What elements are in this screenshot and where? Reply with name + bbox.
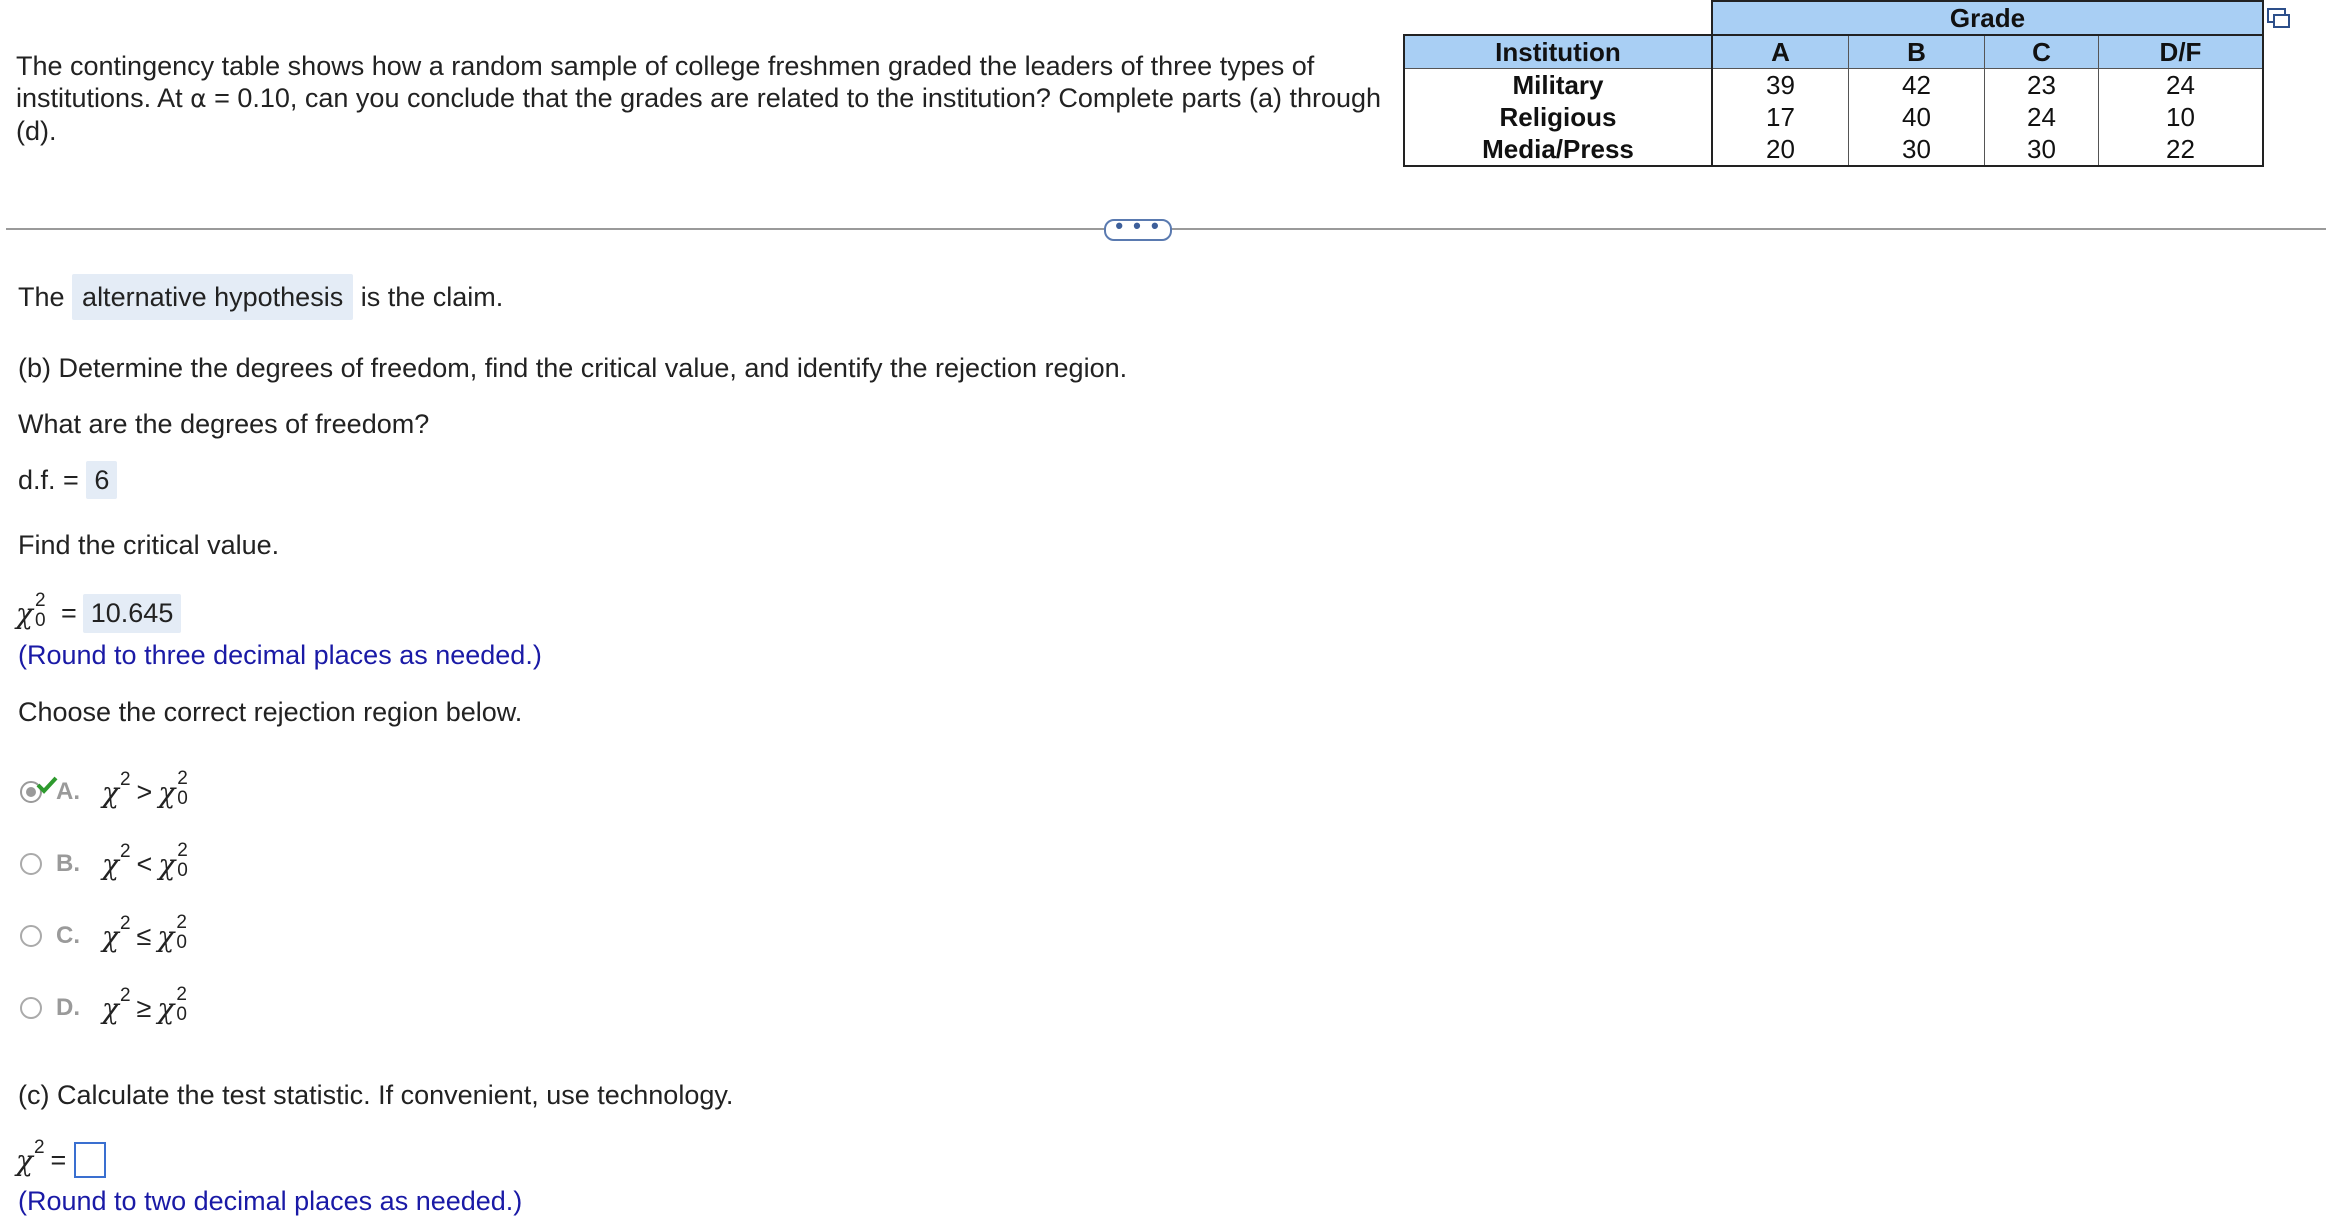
row-institution-military: Military bbox=[1404, 69, 1712, 102]
row-institution-media-press: Media/Press bbox=[1404, 133, 1712, 166]
equals-sign: = bbox=[60, 598, 77, 628]
choice-a[interactable] bbox=[20, 768, 197, 812]
superscript-two: 2 bbox=[34, 589, 46, 611]
choice-letter: D. bbox=[56, 994, 80, 1021]
chi-symbol: χ bbox=[158, 847, 176, 881]
df-answer[interactable]: 6 bbox=[86, 461, 117, 499]
chi-zero-scripts bbox=[175, 768, 197, 809]
radio-button[interactable] bbox=[20, 925, 42, 947]
critical-value-answer[interactable]: 10.645 bbox=[83, 594, 182, 633]
table-cell: 22 bbox=[2099, 133, 2264, 166]
superscript-two: 2 bbox=[119, 985, 131, 1006]
problem-line-2-end: = 0.10, can you conclude that the grades are related to the institution? Complete parts (a) through (d). bbox=[16, 83, 1382, 146]
superscript-two: 2 bbox=[176, 912, 187, 933]
problem-line-2-start: institutions. At bbox=[16, 83, 191, 113]
choice-c[interactable] bbox=[20, 912, 196, 956]
table-cell: 24 bbox=[2099, 69, 2264, 102]
problem-line-1: The contingency table shows how a random sample of college freshmen graded the leaders of three types of bbox=[16, 51, 1315, 81]
chi-symbol: χ bbox=[102, 991, 119, 1025]
choice-d[interactable] bbox=[20, 984, 196, 1028]
superscript-two: 2 bbox=[119, 913, 131, 934]
df-line bbox=[18, 465, 117, 496]
chi-zero-scripts bbox=[175, 840, 197, 881]
column-header-c: C bbox=[1985, 35, 2099, 69]
critical-value-question: Find the critical value. bbox=[18, 530, 280, 560]
chi-symbol: χ bbox=[16, 597, 33, 630]
choice-letter: C. bbox=[56, 922, 80, 949]
row-institution-religious: Religious bbox=[1404, 101, 1712, 133]
subscript-zero: 0 bbox=[34, 609, 46, 631]
superscript-two: 2 bbox=[177, 840, 188, 861]
table-cell: 10 bbox=[2099, 101, 2264, 133]
radio-button[interactable] bbox=[20, 853, 42, 875]
table-cell: 17 bbox=[1712, 101, 1849, 133]
table-cell: 24 bbox=[1985, 101, 2099, 133]
table-row bbox=[1404, 133, 2263, 166]
df-label: d.f. = bbox=[18, 465, 79, 495]
chi-symbol: χ bbox=[102, 775, 119, 809]
claim-pre: The bbox=[18, 282, 65, 312]
chi-symbol: χ bbox=[102, 847, 119, 881]
superscript-two: 2 bbox=[33, 1137, 45, 1158]
subscript-zero: 0 bbox=[176, 1004, 187, 1025]
column-header-b: B bbox=[1849, 35, 1985, 69]
contingency-table bbox=[1403, 0, 2264, 167]
chi-symbol: χ bbox=[102, 919, 119, 953]
popout-icon[interactable] bbox=[2266, 6, 2292, 30]
table-row bbox=[1404, 69, 2263, 102]
institution-header: Institution bbox=[1404, 35, 1712, 69]
critical-value-round-hint: (Round to three decimal places as needed.) bbox=[18, 640, 542, 670]
choice-operator: ≤ bbox=[136, 920, 152, 951]
choice-letter: B. bbox=[56, 850, 80, 877]
superscript-two: 2 bbox=[119, 841, 131, 862]
table-cell: 20 bbox=[1712, 133, 1849, 166]
column-header-a: A bbox=[1712, 35, 1849, 69]
problem-statement bbox=[16, 50, 1386, 147]
df-question: What are the degrees of freedom? bbox=[18, 409, 430, 439]
superscript-two: 2 bbox=[119, 769, 131, 790]
problem-line-2 bbox=[16, 82, 1386, 147]
subscript-zero: 0 bbox=[177, 860, 188, 881]
chi-zero-scripts bbox=[174, 984, 196, 1025]
claim-post: is the claim. bbox=[360, 282, 504, 312]
subscript-zero: 0 bbox=[177, 788, 188, 809]
claim-answer[interactable]: alternative hypothesis bbox=[72, 274, 353, 320]
claim-sentence bbox=[18, 282, 503, 313]
table-cell: 42 bbox=[1849, 69, 1985, 102]
radio-button[interactable] bbox=[20, 997, 42, 1019]
table-cell: 30 bbox=[1849, 133, 1985, 166]
superscript-two: 2 bbox=[177, 768, 188, 789]
table-cell: 30 bbox=[1985, 133, 2099, 166]
table-row bbox=[1404, 101, 2263, 133]
choice-operator: ≥ bbox=[136, 992, 152, 1023]
subscript-zero: 0 bbox=[176, 932, 187, 953]
choice-b[interactable] bbox=[20, 840, 197, 884]
choice-operator: < bbox=[136, 848, 153, 879]
test-statistic-line bbox=[16, 1137, 106, 1178]
choice-operator: > bbox=[136, 776, 153, 807]
alpha-symbol: α bbox=[190, 84, 207, 113]
critical-value-line bbox=[16, 589, 181, 633]
chi-symbol: χ bbox=[157, 991, 175, 1025]
part-c-prompt: (c) Calculate the test statistic. If convenient, use technology. bbox=[18, 1080, 734, 1110]
test-statistic-input[interactable] bbox=[74, 1142, 106, 1178]
chi-zero-scripts bbox=[33, 589, 55, 631]
chi-symbol: χ bbox=[16, 1143, 33, 1177]
chi-symbol: χ bbox=[157, 919, 175, 953]
choice-letter: A. bbox=[56, 778, 80, 805]
test-statistic-round-hint: (Round to two decimal places as needed.) bbox=[18, 1186, 523, 1216]
grade-header: Grade bbox=[1712, 1, 2263, 35]
superscript-two: 2 bbox=[176, 984, 187, 1005]
part-b-prompt: (b) Determine the degrees of freedom, find the critical value, and identify the rejection region. bbox=[18, 353, 1128, 383]
radio-button-selected[interactable] bbox=[20, 781, 42, 803]
table-cell: 23 bbox=[1985, 69, 2099, 102]
column-header-df: D/F bbox=[2099, 35, 2264, 69]
expand-more-button[interactable]: • • • bbox=[1104, 219, 1172, 241]
table-cell: 39 bbox=[1712, 69, 1849, 102]
checkmark-icon bbox=[36, 775, 58, 795]
chi-symbol: χ bbox=[158, 775, 176, 809]
table-corner-blank bbox=[1404, 1, 1712, 35]
chi-zero-scripts bbox=[174, 912, 196, 953]
rejection-region-question: Choose the correct rejection region below. bbox=[18, 697, 523, 727]
table-cell: 40 bbox=[1849, 101, 1985, 133]
equals-sign: = bbox=[50, 1144, 67, 1175]
